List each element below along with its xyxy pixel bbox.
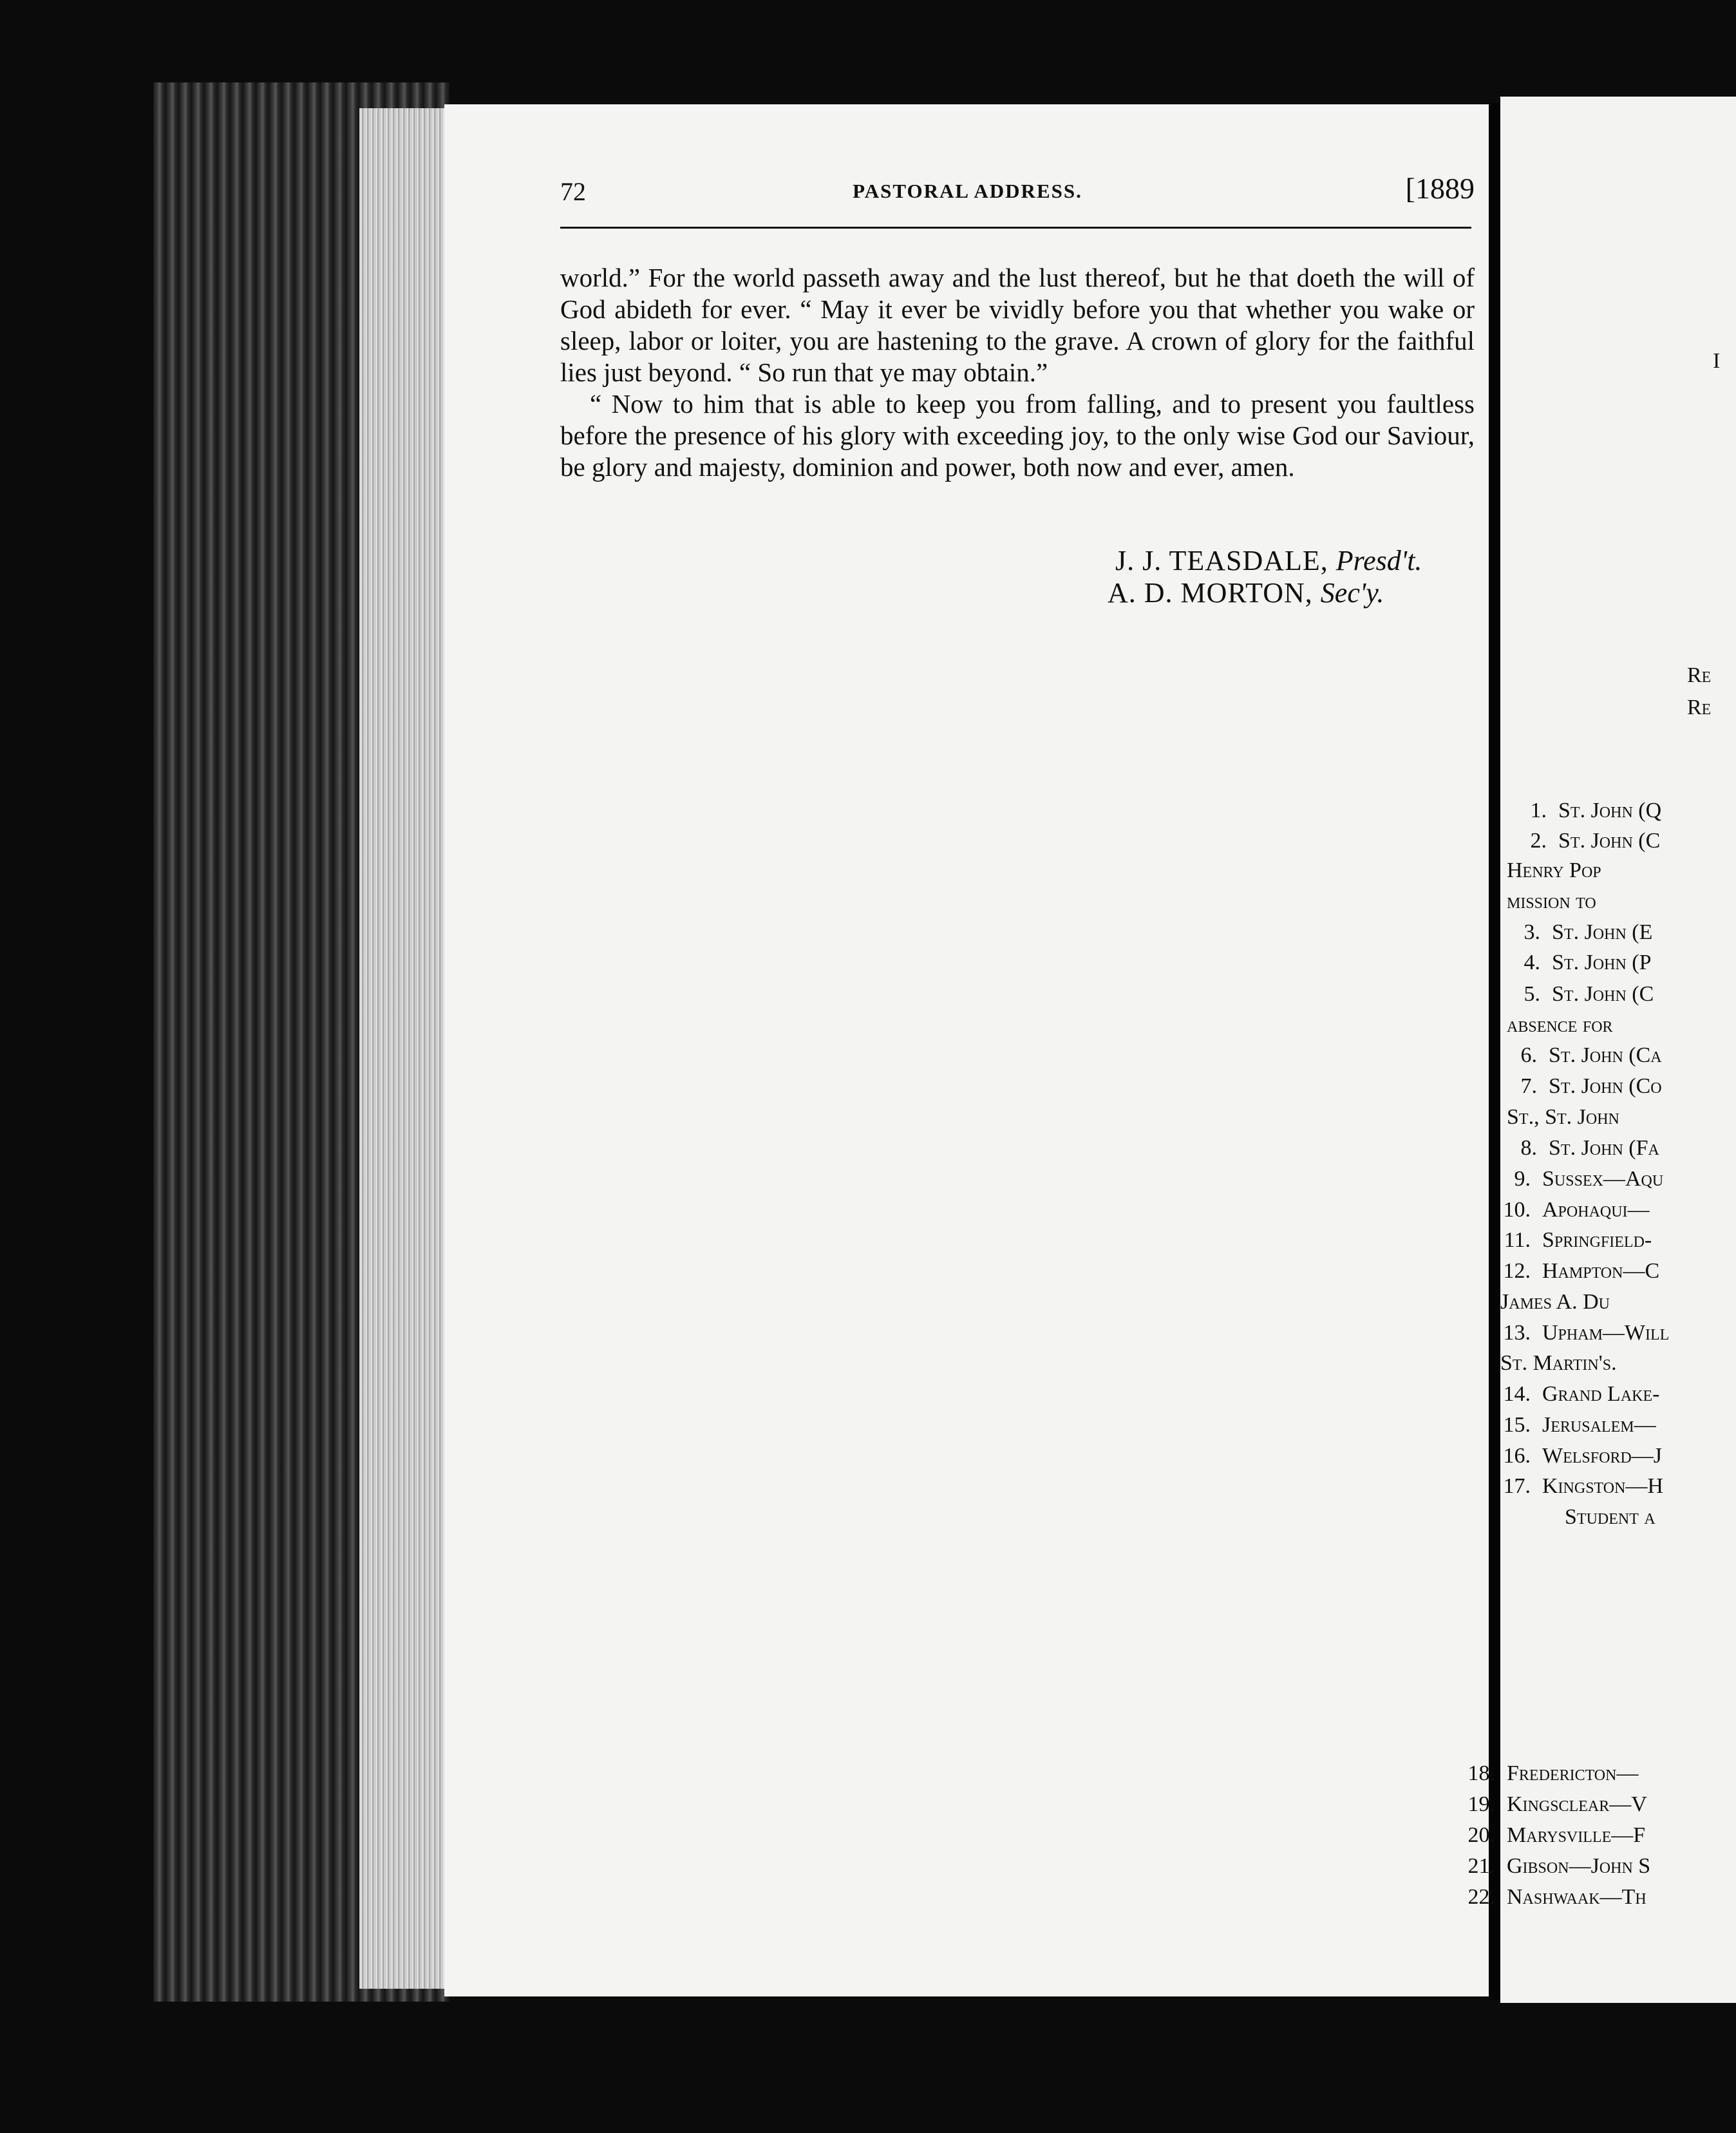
facing-page-line-number: 15. [1503,1413,1531,1437]
facing-page-line-text: Hampton—C [1542,1259,1660,1283]
paragraph: “ Now to him that is able to keep you from falling, and to present you faultless before the presence of his glory with exceeding joy, to the only wise God our Saviour, be glory and majesty, dominion and power, both now and ever, amen. [560,389,1475,482]
facing-page-line [1507,799,1661,823]
page-number: 72 [560,177,586,206]
facing-page-line-text: Gibson—John S [1507,1854,1651,1878]
facing-page-line [1455,1823,1645,1848]
header-rule [560,227,1471,229]
paragraph: world.” For the world passeth away and the lust thereof, but he that doeth the will of God abideth for ever. “ May it ever be vividly before you that whether you wake or sleep, labor or loiter, you are hastening to the grave. A crown of glory for the faithful lies just beyond. “ So run that ye may obtain.” [560,263,1475,387]
running-title: PASTORAL ADDRESS. [853,180,1082,202]
facing-page-line-text: St. John (C [1552,982,1654,1006]
facing-page-line-number: 3. [1524,920,1540,944]
facing-page-line [1455,1854,1650,1879]
facing-page-line [1507,858,1601,883]
facing-page-line-text: James A. Du [1500,1290,1610,1314]
facing-page-line-text: St. John (P [1552,951,1652,974]
facing-page-line-number: 1. [1530,799,1547,822]
facing-page-line-text: I [1713,349,1721,373]
facing-page-line [1455,1761,1638,1786]
facing-page-line [1507,829,1660,853]
facing-page-line [1491,1198,1650,1222]
facing-page-line-number: 20. [1467,1823,1495,1847]
facing-page-line-number: 10. [1503,1198,1531,1222]
running-head [444,104,1491,206]
facing-page-line-number: 18. [1467,1761,1495,1785]
facing-page-line-number: 21. [1467,1854,1495,1878]
facing-page-line-text: Welsford—J [1542,1444,1663,1468]
signature-secretary [1108,576,1384,609]
facing-page-line-number: 9. [1514,1167,1531,1191]
facing-page-line [1491,1382,1659,1407]
signature-name: A. D. MORTON, [1108,577,1313,609]
facing-page-line-text: mission to [1507,889,1596,913]
facing-page-line-number: 22. [1467,1885,1495,1909]
facing-page-line-number: 6. [1520,1043,1537,1067]
facing-page-line-number: 8. [1520,1136,1537,1160]
facing-page-line [1491,1474,1663,1499]
facing-page-line [1500,951,1652,975]
facing-page-line-number: 7. [1520,1074,1537,1098]
facing-page-line [1500,1351,1617,1376]
facing-page-line-text: Nashwaak—Th [1507,1885,1646,1909]
facing-page-line-number: 14. [1503,1382,1531,1406]
facing-page-line-text: St. John (E [1552,920,1653,944]
facing-page-line-text: Kingston—H [1542,1474,1664,1498]
signature-title: Sec'y. [1320,577,1384,609]
facing-page-line-text: Student a [1565,1505,1656,1529]
facing-page-line-number: 16. [1503,1444,1531,1468]
facing-page-line-text: Fredericton— [1507,1761,1639,1785]
facing-page-line-number: 11. [1504,1228,1531,1252]
facing-page-line-text: St. John (Fa [1549,1136,1659,1160]
facing-page-line-number: 12. [1503,1259,1531,1283]
facing-page-line [1491,1228,1652,1253]
facing-page-line-text: St. John (Q [1558,799,1662,822]
facing-page-line-text: Henry Pop [1507,858,1601,882]
facing-page-line [1491,1413,1656,1437]
facing-page-line-text: Grand Lake- [1542,1382,1660,1406]
facing-page-line-text: Marysville—F [1507,1823,1646,1847]
signature-name: J. J. TEASDALE, [1115,545,1328,576]
facing-page-line-text: St. John (Ca [1549,1043,1662,1067]
book-page-edges [153,82,449,2002]
body-text [560,262,1475,483]
facing-page-line-number: 13. [1503,1321,1531,1345]
facing-page-line [1507,1013,1613,1038]
facing-page-line [1491,1321,1669,1345]
facing-page-line [1507,889,1596,914]
facing-page-line [1491,1444,1662,1468]
facing-page-line-text: Jerusalem— [1542,1413,1656,1437]
facing-page-line-text: Springfield- [1542,1228,1652,1252]
facing-page-line [1500,982,1654,1007]
facing-page-line-text: St. Martin's. [1500,1351,1617,1375]
facing-page-line [1713,349,1720,374]
signature-president [1115,544,1422,577]
facing-page-line [1687,663,1711,688]
facing-page-line [1500,920,1652,945]
facing-page-line [1491,1259,1659,1284]
facing-page-line-text: Re [1687,696,1712,719]
facing-page-line [1507,1105,1619,1130]
facing-page-line [1687,696,1711,720]
facing-page-line [1455,1792,1647,1817]
left-page [444,104,1491,1996]
facing-page-line-number: 17. [1503,1474,1531,1498]
facing-page-line-text: Apohaqui— [1542,1198,1650,1222]
facing-page-line-text: Re [1687,663,1712,687]
facing-page-line-text: Upham—Will [1542,1321,1670,1345]
facing-page-line-text: Sussex—Aqu [1542,1167,1664,1191]
facing-page-line-text: St. John (C [1558,829,1661,853]
facing-page-line [1497,1136,1659,1161]
facing-page-line [1497,1074,1662,1099]
facing-page-line-number: 19. [1467,1792,1495,1816]
facing-page-line-text: Kingsclear—V [1507,1792,1647,1816]
facing-page-line-text: St., St. John [1507,1105,1619,1129]
signature-title: Presd't. [1335,545,1422,576]
facing-page-line [1497,1043,1662,1068]
facing-page [1467,97,1736,2003]
running-year: [1889 [1405,172,1475,205]
facing-page-line [1491,1167,1663,1191]
facing-page-line-text: absence for [1507,1013,1613,1037]
facing-page-line [1565,1505,1656,1530]
facing-page-line [1500,1290,1610,1314]
facing-page-line-number: 5. [1524,982,1540,1006]
facing-page-line-text: St. John (Co [1549,1074,1662,1098]
facing-page-line [1455,1885,1646,1910]
facing-page-line-number: 2. [1530,829,1547,853]
facing-page-line-number: 4. [1524,951,1540,974]
